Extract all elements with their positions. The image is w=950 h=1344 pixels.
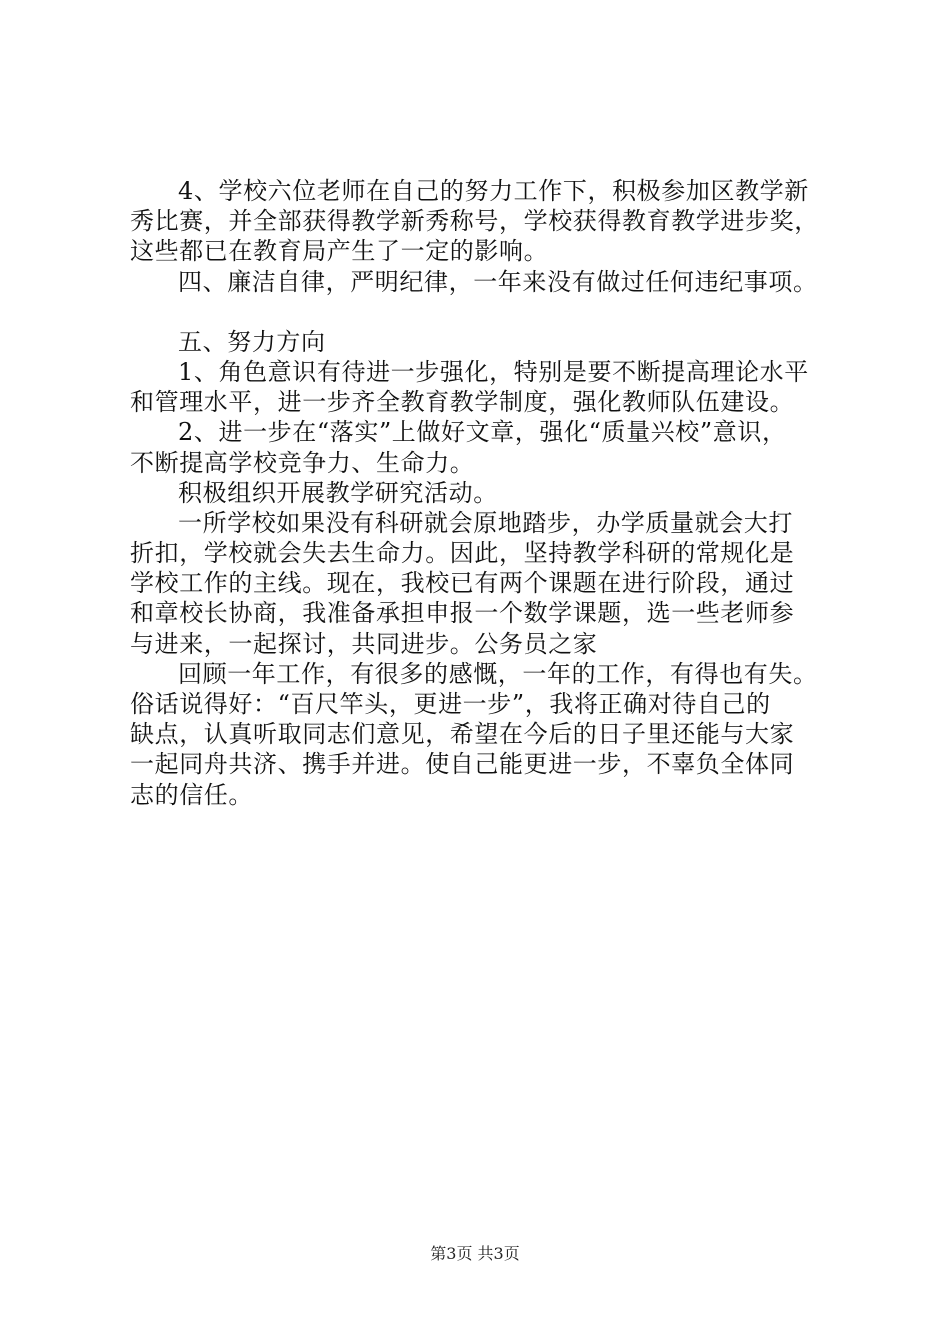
paragraph-research-body <box>130 508 850 659</box>
text-line: 学校工作的主线。现在，我校已有两个课题在进行阶段，通过 <box>130 569 795 598</box>
page-number-footer: 第3页 共3页 <box>430 1244 520 1263</box>
text-line: 五、努力方向 <box>178 327 326 356</box>
text-line: 与进来，一起探讨，共同进步。公务员之家 <box>130 629 598 658</box>
text-line: 和管理水平，进一步齐全教育教学制度，强化教师队伍建设。 <box>130 388 795 417</box>
paragraph-item-4 <box>130 176 850 267</box>
text-line: 积极组织开展教学研究活动。 <box>178 478 498 507</box>
document-body <box>130 176 850 810</box>
text-line: 缺点，认真听取同志们意见，希望在今后的日子里还能与大家 <box>130 720 795 749</box>
paragraph-research-heading <box>130 478 850 508</box>
text-line: 四、廉洁自律，严明纪律，一年来没有做过任何违纪事项。 <box>178 267 818 296</box>
text-line: 和章校长协商，我准备承担申报一个数学课题，选一些老师参 <box>130 599 795 628</box>
text-line: 1、角色意识有待进一步强化，特别是要不断提高理论水平 <box>178 357 809 386</box>
paragraph-direction-1 <box>130 357 850 417</box>
text-line: 这些都已在教育局产生了一定的影响。 <box>130 237 549 266</box>
paragraph-section-four <box>130 267 850 297</box>
paragraph-direction-2 <box>130 417 850 477</box>
text-line: 秀比赛，并全部获得教学新秀称号，学校获得教育教学进步奖， <box>130 207 819 236</box>
text-line: 4、学校六位老师在自己的努力工作下，积极参加区教学新 <box>178 177 809 205</box>
paragraph-review <box>130 659 850 810</box>
paragraph-spacer <box>130 297 850 327</box>
text-line: 折扣，学校就会失去生命力。因此，坚持教学科研的常规化是 <box>130 539 795 568</box>
text-line: 俗话说得好：“百尺竿头，更进一步”，我将正确对待自己的 <box>130 690 771 718</box>
text-line: 志的信任。 <box>130 780 253 809</box>
text-line: 一所学校如果没有科研就会原地踏步，办学质量就会大打 <box>178 508 793 537</box>
text-line: 2、进一步在“落实”上做好文章，强化“质量兴校”意识， <box>178 418 787 447</box>
section-heading-five <box>130 327 850 357</box>
text-line: 一起同舟共济、携手并进。使自己能更进一步，不辜负全体同 <box>130 750 795 779</box>
text-line: 回顾一年工作，有很多的感慨，一年的工作，有得也有失。 <box>178 659 818 688</box>
text-line: 不断提高学校竞争力、生命力。 <box>130 448 475 477</box>
